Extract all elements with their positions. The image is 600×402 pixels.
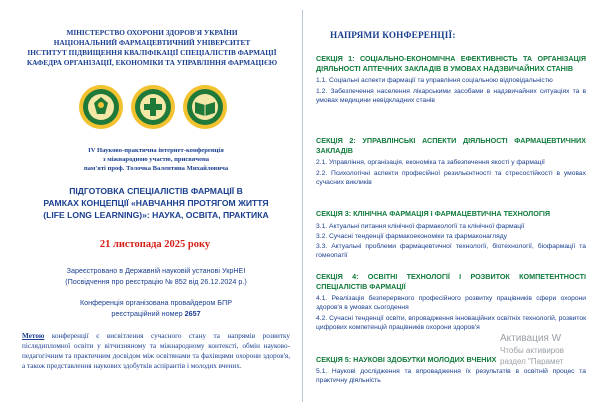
title-line-2: РАМКАХ КОНЦЕПЦІЇ «НАВЧАННЯ ПРОТЯГОМ ЖИТТЯ xyxy=(43,198,269,208)
conference-line-2: з міжнародною участю, присвячена xyxy=(102,156,210,163)
goal-label: Метою xyxy=(22,332,45,340)
section-1-item-1: 1.1. Соціальні аспекти фармації та управління соціальною відповідальністю xyxy=(316,77,553,84)
title-line-3: (LIFE LONG LEARNING)»: НАУКА, ОСВІТА, ПРАКТИКА xyxy=(43,210,269,220)
section-4 xyxy=(316,272,586,332)
conference-line-1: IV Науково-практична інтернет-конференція xyxy=(88,147,224,154)
university-seal-icon xyxy=(78,84,124,130)
section-3-item-1: 3.1. Актуальні питання клінічної фармакології та клінічної фармації xyxy=(316,222,525,230)
provider-number: 2657 xyxy=(184,309,201,318)
registration-line-2: (Посвідчення про реєстрацію № 852 від 26.12.2024 р.) xyxy=(65,277,247,286)
windows-activation-watermark xyxy=(500,332,600,367)
right-column xyxy=(302,0,600,402)
column-divider xyxy=(302,10,303,402)
section-2-item-2: 2.2. Психологічні аспекти професійної резильєнтності та стресостійкості в умовах сучасних викликів xyxy=(316,170,586,186)
header-ministry: МІНІСТЕРСТВО ОХОРОНИ ЗДОРОВ'Я УКРАЇНИ xyxy=(66,28,238,37)
provider-line-2 xyxy=(18,309,294,319)
header-institute: ІНСТИТУТ ПІДВИЩЕННЯ КВАЛІФІКАЦІЇ СПЕЦІАЛІСТІВ ФАРМАЦІЇ xyxy=(27,48,277,57)
medical-seal-icon xyxy=(130,84,176,130)
section-5-item-1: 5.1. Наукові дослідження та впровадження їх результатів в освітній процес та практичну діяльність xyxy=(316,367,586,384)
conference-line-3: пам'яті проф. Толочка Валентина Михайловича xyxy=(83,165,229,172)
goal-paragraph xyxy=(22,331,290,371)
section-3-title: СЕКЦІЯ 3: КЛІНІЧНА ФАРМАЦІЯ І ФАРМАЦЕВТИЧНА ТЕХНОЛОГІЯ xyxy=(316,209,551,218)
section-1-title: СЕКЦІЯ 1: СОЦІАЛЬНО-ЕКОНОМІЧНА ЕФЕКТИВНІСТЬ ТА ОРГАНІЗАЦІЯ ДІЯЛЬНОСТІ АПТЕЧНИХ ЗАКЛАДІВ В УМОВАХ НАДЗВИЧАЙНИХ СТАНІВ xyxy=(316,54,586,73)
watermark-line-3: раздел "Парамет xyxy=(500,357,564,366)
section-3-item-3: 3.3. Актуальні проблеми фармацевтичної технології, біотехнології, біофармації та гомеопатії xyxy=(316,242,586,259)
section-1 xyxy=(316,54,586,105)
section-4-item-2: 4.2. Сучасні тенденції освіти, впровадження інноваційних освітніх технологій, розвиток цифрових компетенцій працівників охорони здоров'я xyxy=(316,315,586,331)
watermark-line-2: Чтобы активиров xyxy=(500,346,564,355)
provider-line-1: Конференція організована провайдером БПР xyxy=(79,298,232,307)
header-department: КАФЕДРА ОРГАНІЗАЦІЇ, ЕКОНОМІКИ ТА УПРАВЛІННЯ ФАРМАЦІЄЮ xyxy=(26,58,278,67)
watermark-line-1: Активация W xyxy=(500,333,562,344)
title-line-1: ПІДГОТОВКА СПЕЦІАЛІСТІВ ФАРМАЦІЇ В xyxy=(69,186,243,196)
section-2 xyxy=(316,136,586,187)
conference-date: 21 листопада 2025 року xyxy=(99,239,211,250)
book-seal-icon xyxy=(182,84,228,130)
section-1-item-2: 1.2. Забезпечення населення лікарськими засобами в надзвичайних ситуаціях та в умовах медицини невідкладних станів xyxy=(316,88,586,104)
header-university: НАЦІОНАЛЬНИЙ ФАРМАЦЕВТИЧНИЙ УНІВЕРСИТЕТ xyxy=(53,38,251,47)
provider-prefix: реєстраційний номер xyxy=(111,309,185,318)
section-3 xyxy=(316,209,586,260)
registration-line-1: Зареєстровано в Державній науковій установі УкрНЕІ xyxy=(66,266,246,275)
section-2-item-1: 2.1. Управління, організація, економіка та забезпечення якості у фармації xyxy=(316,159,545,166)
directions-title: НАПРЯМИ КОНФЕРЕНЦІЇ: xyxy=(330,30,456,40)
section-3-item-2: 3.2. Сучасні тенденції фармакоекономіки та фармаконагляду xyxy=(316,232,507,240)
section-4-title: СЕКЦІЯ 4: ОСВІТНІ ТЕХНОЛОГІЇ І РОЗВИТОК КОМПЕТЕНТНОСТІ СПЕЦІАЛІСТІВ ФАРМАЦІЇ xyxy=(316,272,586,291)
section-5-title: СЕКЦІЯ 5: НАУКОВІ ЗДОБУТКИ МОЛОДИХ ВЧЕНИХ xyxy=(316,355,497,364)
goal-text: конференції є висвітлення сучасного стану та напрямів розвитку післядипломної освіти у вітчизняному та міжнародному контексті, обмін науково-педагогічним та практичним досвідом між освітянами та фахівцями охорони здоров'я, а також представлення наукових здобутків аспірантів і молодих вчених. xyxy=(22,332,290,370)
section-4-item-1: 4.1. Реалізація безперервного професійного розвитку працівників сфери охорони здоров'я в умовах сьогодення xyxy=(316,295,586,311)
section-2-title: СЕКЦІЯ 2: УПРАВЛІНСЬКІ АСПЕКТИ ДІЯЛЬНОСТІ ФАРМАЦЕВТИЧНИХ ЗАКЛАДІВ xyxy=(316,136,586,155)
logos-row xyxy=(78,84,228,132)
